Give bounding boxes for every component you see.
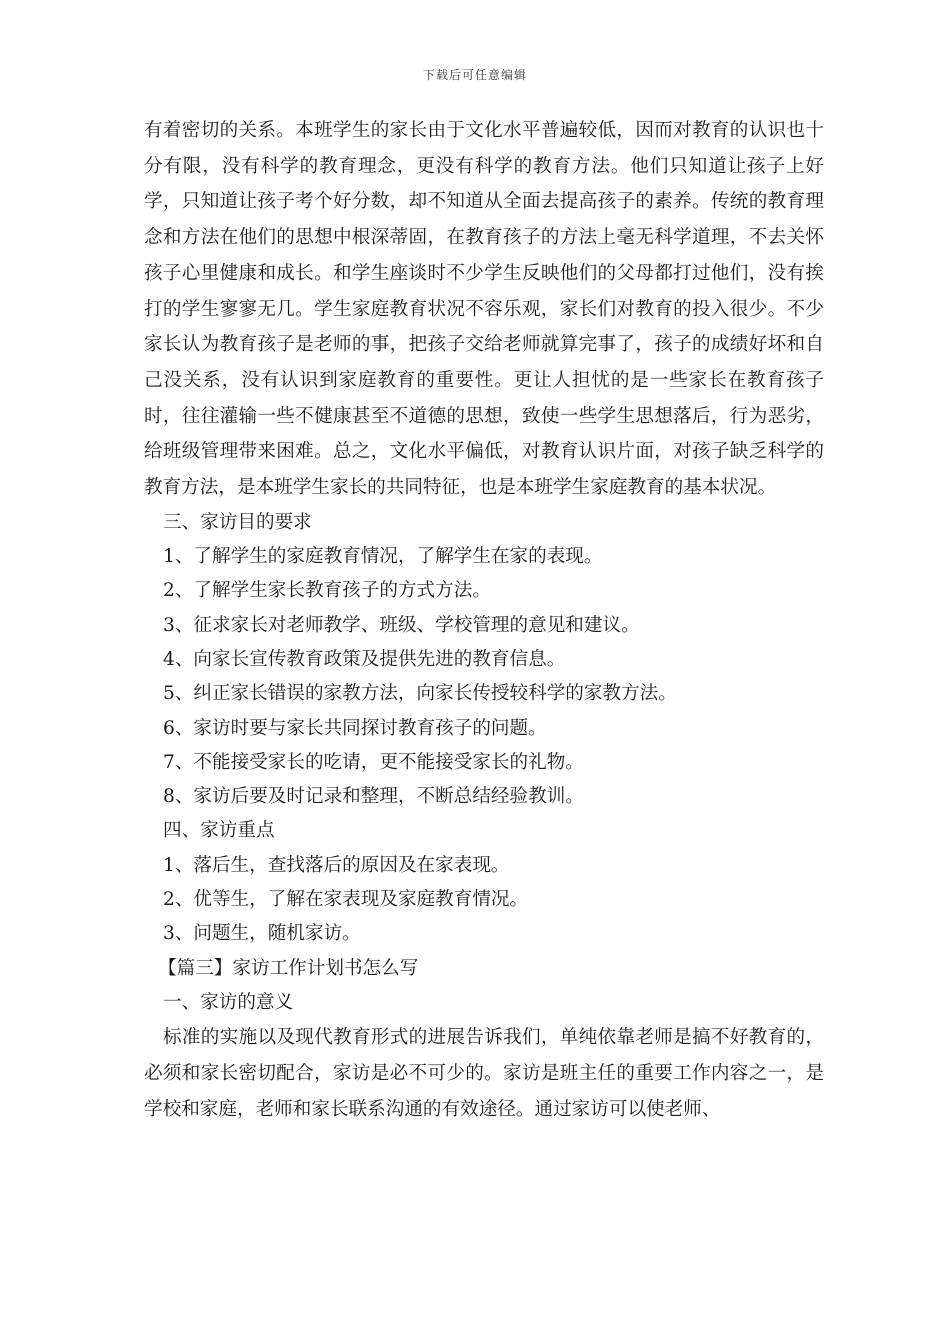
page-header: 下载后可任意编辑 [422, 68, 527, 82]
document-body [144, 113, 824, 1127]
section-heading: 四、家访重点 [163, 820, 275, 842]
section-heading: 一、家访的意义 [163, 991, 294, 1013]
body-paragraph: 有着密切的关系。本班学生的家长由于文化水平普遍较低，因而对教育的认识也十分有限，没有科学的教育理念，更没有科学的教育方法。他们只知道让孩子上好学，只知道让孩子考个好分数，却不知道从全面去提高孩子的素养。传统的教育理念和方法在他们的思想中根深蒂固，在教育孩子的方法上毫无科学道理，不去关怀孩子心里健康和成长。和学生座谈时不少学生反映他们的父母都打过他们，没有挨打的学生寥寥无几。学生家庭教育状况不容乐观，家长们对教育的投入很少。不少家长认为教育孩子是老师的事，把孩子交给老师就算完事了，孩子的成绩好坏和自己没关系，没有认识到家庭教育的重要性。更让人担忧的是一些家长在教育孩子时，往往灌输一些不健康甚至不道德的思想，致使一些学生思想落后，行为恶劣，给班级管理带来困难。总之，文化水平偏低，对教育认识片面，对孩子缺乏科学的教育方法，是本班学生家长的共同特征，也是本班学生家庭教育的基本状况。 [144, 120, 824, 499]
part-title: 【篇三】家访工作计划书怎么写 [158, 957, 419, 979]
list-item: 2、了解学生家长教育孩子的方式方法。 [163, 580, 491, 602]
list-item: 3、问题生，随机家访。 [163, 923, 361, 945]
list-item: 2、优等生，了解在家表现及家庭教育情况。 [163, 889, 529, 910]
body-paragraph: 标准的实施以及现代教育形式的进展告诉我们，单纯依靠老师是搞不好教育的，必须和家长密切配合，家访是必不可少的。家访是班主任的重要工作内容之一，是学校和家庭，老师和家长联系沟通的有效途径。通过家访可以使老师、 [144, 1027, 824, 1120]
list-item: 8、家访后要及时记录和整理，不断总结经验教训。 [163, 786, 584, 808]
list-item: 4、向家长宣传教育政策及提供先进的教育信息。 [163, 648, 566, 670]
list-item: 1、落后生，查找落后的原因及在家表现。 [163, 854, 510, 876]
list-item: 6、家访时要与家长共同探讨教育孩子的问题。 [163, 717, 547, 739]
list-item: 3、征求家长对老师教学、班级、学校管理的意见和建议。 [163, 614, 640, 636]
list-item: 1、了解学生的家庭教育情况，了解学生在家的表现。 [163, 546, 603, 568]
section-heading: 三、家访目的要求 [163, 511, 312, 533]
list-item: 5、纠正家长错误的家教方法，向家长传授较科学的家教方法。 [163, 683, 677, 705]
list-item: 7、不能接受家长的吃请，更不能接受家长的礼物。 [163, 751, 584, 773]
